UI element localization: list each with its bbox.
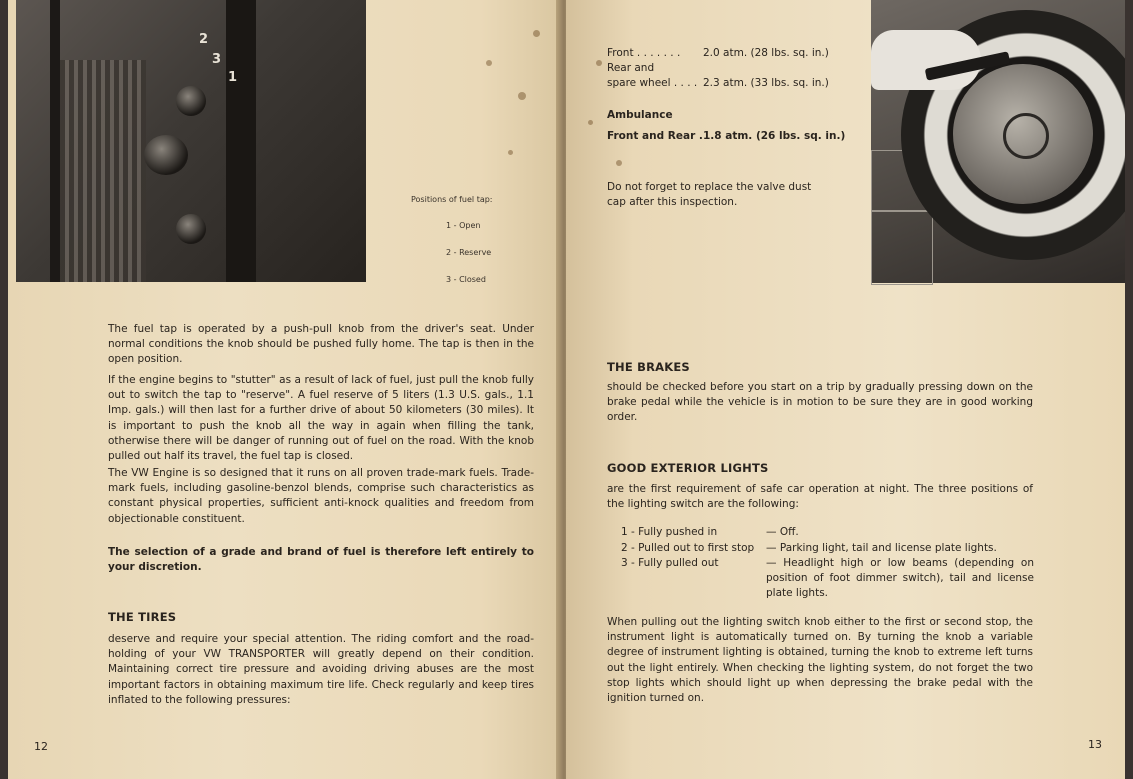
stain — [533, 30, 540, 37]
floor-tile — [871, 210, 933, 285]
tires-text: deserve and require your special attention. The riding comfort and the road-holding of your VW TRANSPORTER will greatly depend on their condition. Maintaining correct tire pressure and avoiding driving abuses are the most important factors in obtaining maximum tire life. Check regularly and keep tires inflated to the following pressures: — [108, 633, 534, 706]
switch-pos-2: 2 - Pulled out to first stop — [621, 542, 755, 554]
photo-door-edge — [226, 0, 256, 282]
paragraph-fuels: The VW Engine is so designed that it runs on all proven trade-mark fuels. Trade-mark fuels, including gasoline-benzol blends, comprise such characteristics as constant physical properties, sufficient anti-knock qualities and freedom from objectionable constituent. — [108, 467, 534, 525]
lights-text: are the first requirement of safe car operation at night. The three positions of the lighting switch are the following: — [607, 483, 1033, 511]
stain — [518, 92, 526, 100]
fuel-tap-photo — [16, 0, 366, 282]
switch-desc-2: — Parking light, tail and license plate lights. — [766, 542, 997, 554]
caption-reserve: 2 - Reserve — [446, 248, 492, 257]
caption-title: Positions of fuel tap: — [411, 195, 493, 204]
pressure-front-label: Front . . . . . . . — [607, 47, 681, 59]
fuel-knob — [176, 86, 206, 116]
right-page — [566, 0, 1125, 779]
photo-label-3: 3 — [212, 52, 222, 67]
valve-note: Do not forget to replace the valve dust cap after this inspection. — [607, 181, 812, 209]
pressure-spare-label: spare wheel . . . . — [607, 77, 698, 89]
page-number-right: 13 — [1088, 738, 1102, 751]
paragraph-fuel-tap: The fuel tap is operated by a push-pull knob from the driver's seat. Under normal conditions the knob should be pushed fully home. The tap is then in the open position. — [108, 323, 534, 366]
ambulance-value: 1.8 atm. (26 lbs. sq. in.) — [703, 130, 846, 142]
switch-pos-1: 1 - Fully pushed in — [621, 526, 718, 538]
caption-open: 1 - Open — [446, 221, 481, 230]
photo-label-2: 2 — [199, 32, 209, 47]
caption-closed: 3 - Closed — [446, 275, 486, 284]
fuel-tap-fitting — [144, 135, 188, 175]
ambulance-heading: Ambulance — [607, 109, 673, 121]
brakes-heading: THE BRAKES — [607, 360, 690, 374]
lower-knob — [176, 214, 206, 244]
paragraph-reserve: If the engine begins to "stutter" as a result of lack of fuel, just pull the knob fully out to switch the tap to "reserve". A fuel reserve of 5 liters (1.3 U.S. gals., 1.1 Imp. gals.) will then last for a further drive of about 50 kilometers (30 miles). It is important to push the knob all the way in again when filling the tank, otherwise there will be danger of running out of fuel on the road. With the knob pulled out half its travel, the fuel tap is closed. — [108, 374, 534, 463]
left-page — [8, 0, 564, 779]
pressure-spare-value: 2.3 atm. (33 lbs. sq. in.) — [703, 77, 829, 89]
stain — [616, 160, 622, 166]
photo-pillar — [50, 0, 60, 282]
ambulance-label: Front and Rear . — [607, 130, 703, 142]
final-text: When pulling out the lighting switch knob either to the first or second stop, the instrument light is automatically turned on. By turning the knob a variable degree of instrument lighting is obtained, turning the knob to extreme left turns out the light entirely. When checking the lighting system, do not forget the two stop lights which should light up when depressing the brake pedal with the ignition turned on. — [607, 616, 1033, 705]
stain — [508, 150, 513, 155]
photo-label-1: 1 — [228, 70, 238, 85]
stain — [596, 60, 602, 66]
switch-pos-3: 3 - Fully pulled out — [621, 557, 719, 569]
switch-desc-3: — Headlight high or low beams (depending on position of foot dimmer switch), tail and license plate lights. — [766, 557, 1034, 599]
vw-logo-icon — [1003, 113, 1049, 159]
photo-panel-ribs — [56, 60, 146, 282]
tires-heading: THE TIRES — [108, 610, 177, 624]
pressure-rear-label: Rear and — [607, 62, 655, 74]
pressure-front-value: 2.0 atm. (28 lbs. sq. in.) — [703, 47, 829, 59]
lights-heading: GOOD EXTERIOR LIGHTS — [607, 461, 769, 475]
switch-desc-1: — Off. — [766, 526, 799, 538]
bold-note: The selection of a grade and brand of fuel is therefore left entirely to your discretion. — [108, 546, 534, 574]
tire-gauge-photo — [871, 0, 1125, 283]
stain — [588, 120, 593, 125]
stain — [486, 60, 492, 66]
brakes-text: should be checked before you start on a trip by gradually pressing down on the brake pedal while the vehicle is in motion to be sure they are in good working order. — [607, 381, 1033, 424]
page-number-left: 12 — [34, 740, 48, 753]
